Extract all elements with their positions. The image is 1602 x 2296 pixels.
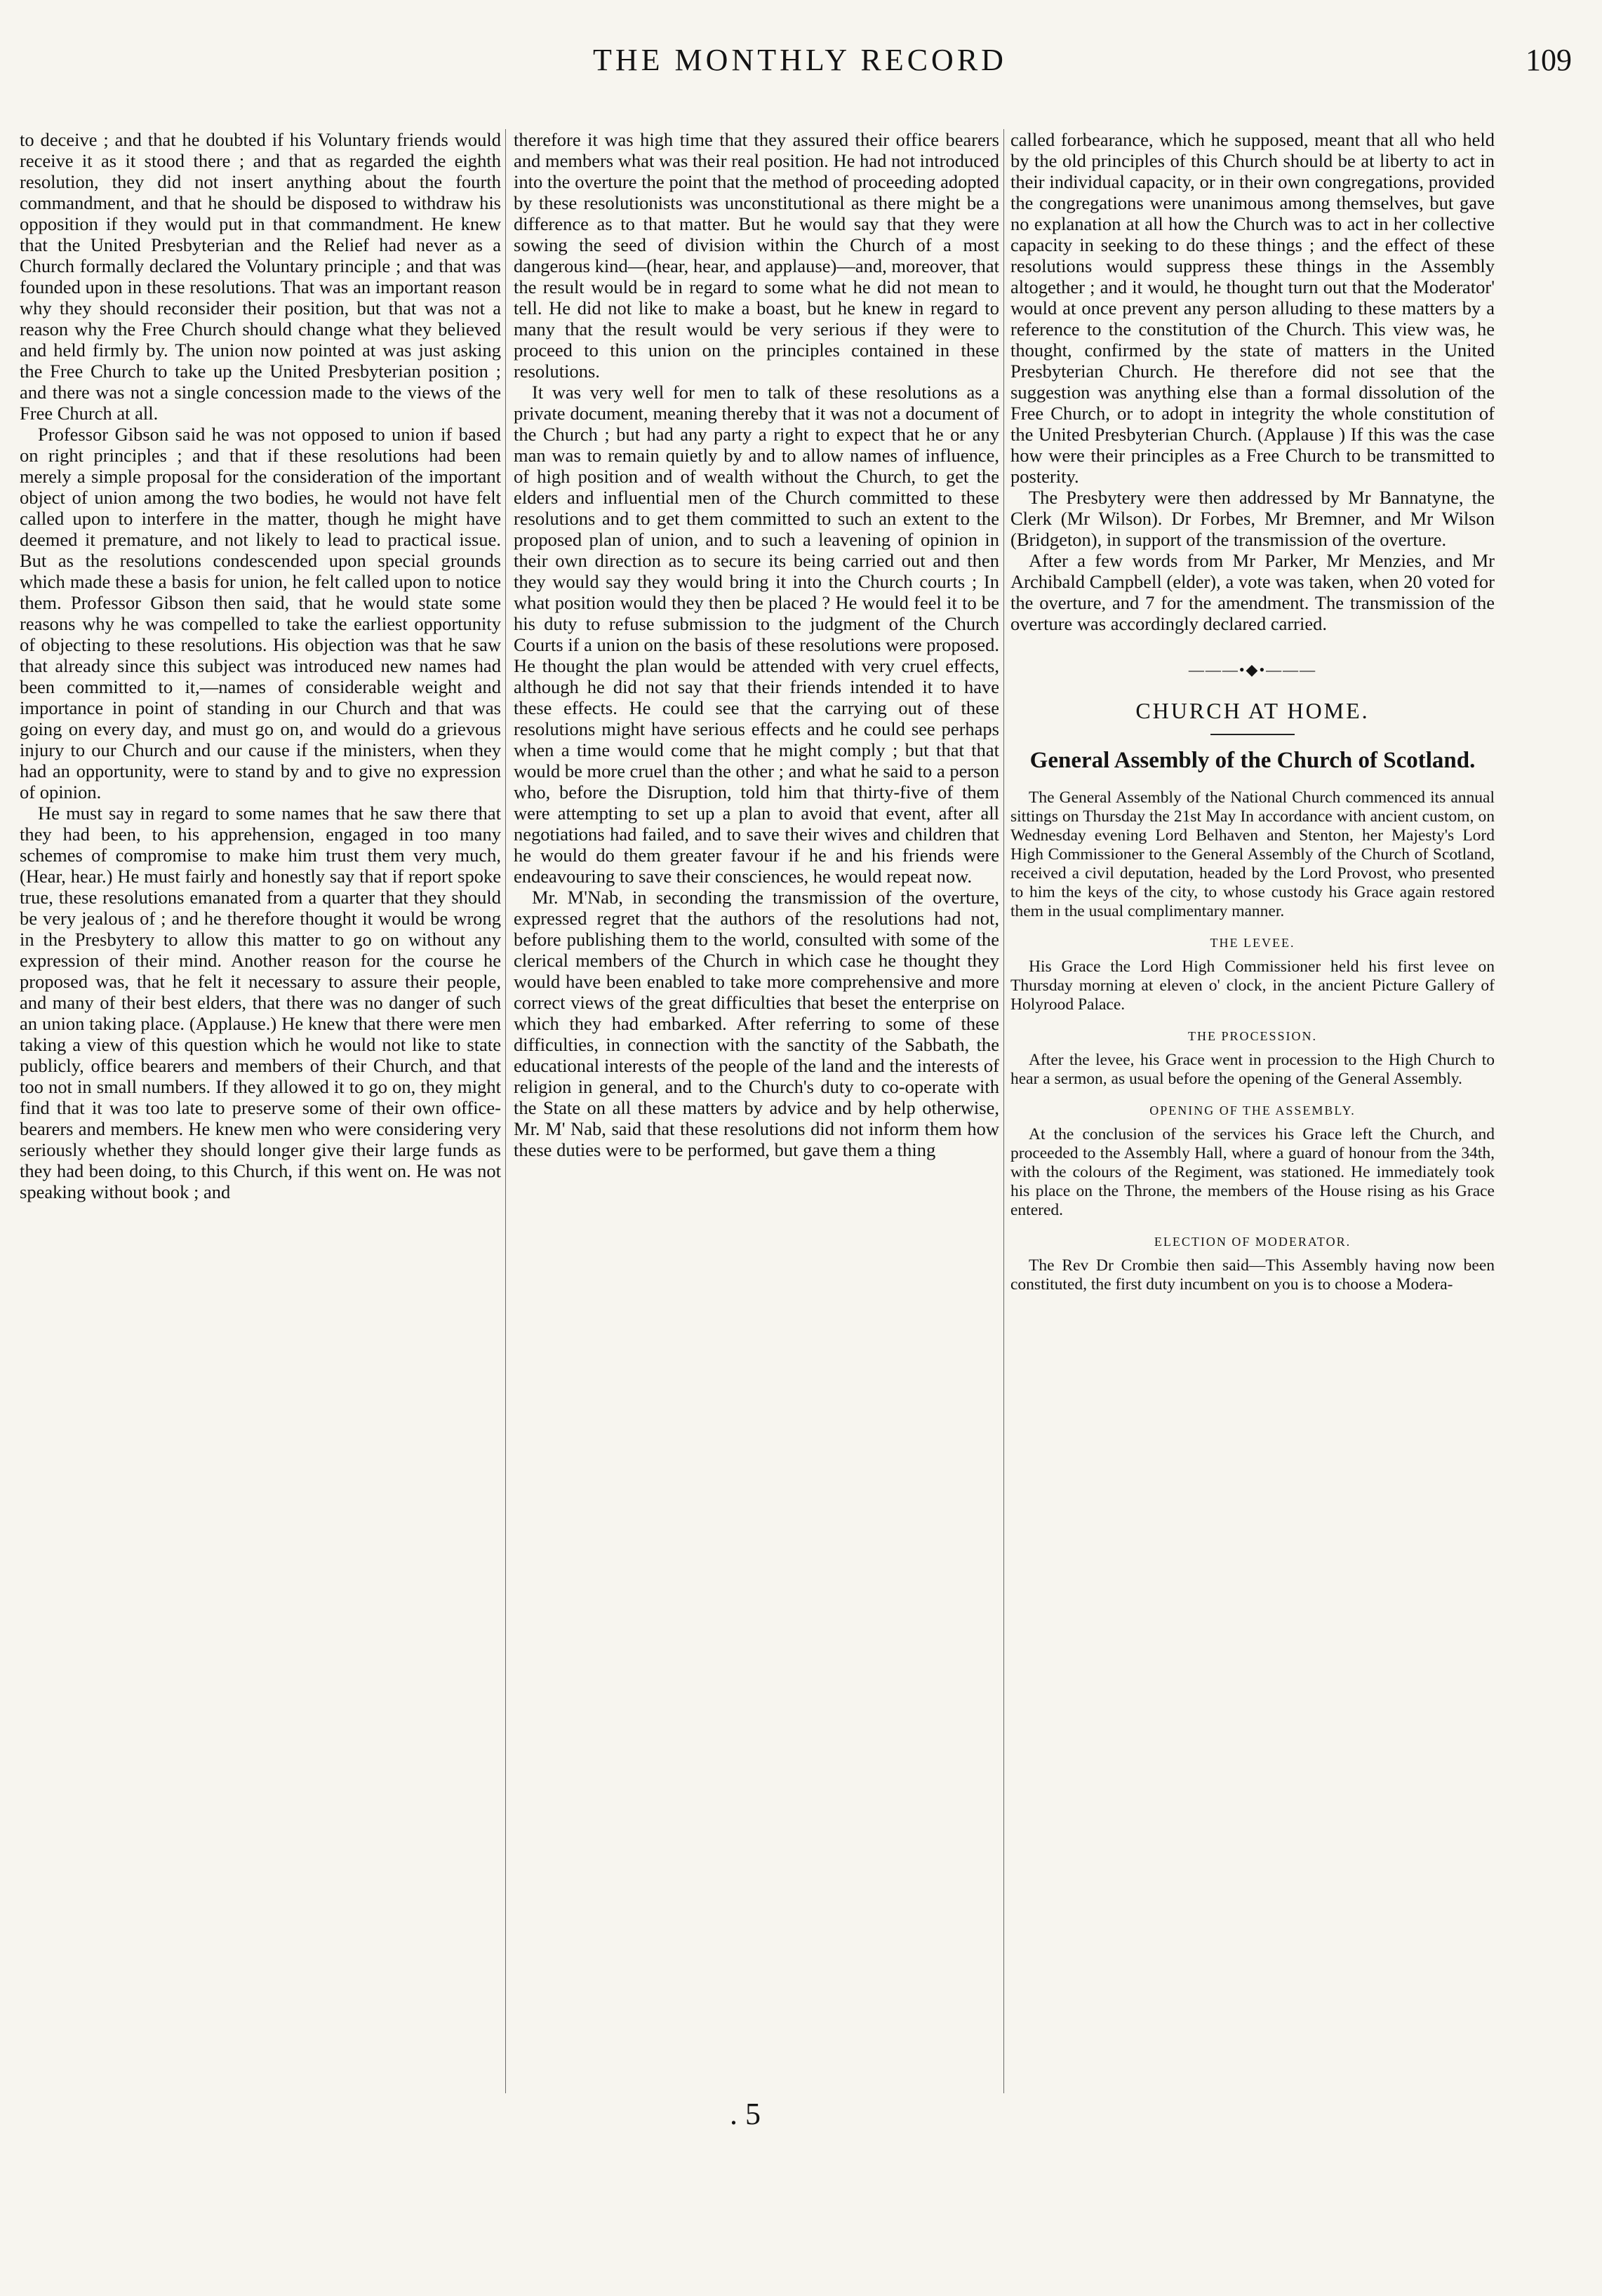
paragraph: to deceive ; and that he doubted if his Voluntary friends would receive it as it stood there ; and that as regarded the eighth resolution, they did not insert anything about the fourth commandment, and that he should be disposed to withdraw his opposition if they would put in that commandment. He knew that the United Presbyterian and the Relief had never as a Church formally declared the Voluntary principle ; and that was founded upon in these resolutions. That was an important reason why they should reconsider their position, but that was not a reason why the Free Church should change what they believed and held firmly by. The union now pointed at was just asking the Free Church to take up the United Presbyterian position ; and there was not a single concession made to the views of the Free Church at all. [20,129,501,424]
paragraph: called forbearance, which he supposed, meant that all who held by the old principles of this Church should be at liberty to act in their individual capacity, or in their own congregations, provided the congregations were unanimous among themselves, but gave no explanation at all how the Church was to act in her collective capacity in seeking to do these things ; and the effect of these resolutions would suppress these things in the Assembly altogether ; and it would, he thought turn out that the Moderator' would at once prevent any person alluding to these matters by a reference to the constitution of the Church. This view was, he thought, confirmed by the state of matters in the United Presbyterian Church. He therefore did not see that the suggestion was anything else than a formal dissolution of the Free Church, or to adopt in integrity the whole constitution of the United Presbyterian Church. (Applause ) If this was the case how were their principles as a Free Church to be transmitted to posterity. [1010,129,1495,487]
column-1 [20,129,501,2093]
subheading: OPENING OF THE ASSEMBLY. [1149,1103,1356,1117]
subheading: THE PROCESSION. [1187,1029,1318,1043]
paragraph: After the levee, his Grace went in procession to the High Church to hear a sermon, as usual before the opening of the General Assembly. [1010,1051,1495,1088]
ornamental-rule: ———•◆•——— [1188,661,1317,678]
paragraph: It was very well for men to talk of these resolutions as a private document, meaning thereby that it was not a document of the Church ; but had any party a right to expect that he or any man was to remain quietly by and to allow names of influence, of high position and of wealth without the Church, to get the elders and influential men of the Church committed to these resolutions and to get them committed to such an extent to the proposed plan of union, and to such a leavening of opinion in their own direction as to secure its being carried out and then they would say they would bring it into the Church courts ; In what position would they then be placed ? He would feel it to be his duty to refuse submission to the judgment of the Church Courts if a union on the basis of these resolutions were proposed. He thought the plan would be attended with very cruel effects, although he did not say that their friends intended it to have these effects. He could see that the carrying out of these resolutions might have serious effects and he could see perhaps when a time would come that he might comply ; but that that would be more cruel than the other ; and what he said to a person who, before the Disruption, told him that thirty-five of them were attempting to set up a plan to avoid that event, after all negotiations had failed, and to save their wives and children that he would do them greater favour if he and his friends were endeavouring to save their consciences, he would repeat now. [514,382,999,887]
paragraph: He must say in regard to some names that he saw there that they had been, to his apprehension, engaged in too many schemes of compromise to make him trust them very much, (Hear, hear.) He must fairly and honestly say that if report spoke true, these resolutions emanated from a quarter that they should be very jealous of ; and he therefore thought it would be wrong in the Presbytery to allow this matter to go on without any expression of their mind. Another reason for the course he proposed was, that he felt it necessary to assure their people, and many of their best elders, that there was no danger of such an union taking place. (Applause.) He knew that there were men taking a view of this question which he would not like to state publicly, office bearers and members of their Church, and that too not in small numbers. If they allowed it to go on, they might find that it was too late to preserve some of their own office-bearers and members. He knew men who were considering very seriously whether they should longer give their large funds as they had been doing, to this Church, if this went on. He was not speaking without book ; and [20,803,501,1202]
running-title: THE MONTHLY RECORD [593,43,1007,77]
page-header [28,42,1572,84]
paragraph: Professor Gibson said he was not opposed to union if based on right principles ; and that if these resolutions had been merely a simple proposal for the consideration of the important object of union among the two bodies, he would not have felt called upon to interfere in the matter, though he might have deemed it premature, and not likely to lead to practical issue. But as the resolutions condescended upon special grounds which made these a basis for union, he felt called upon to notice them. Professor Gibson then said, that he would state some reasons why he was compelled to take the earliest opportunity of objecting to these resolutions. His objection was that he saw that already since this subject was introduced new names had been committed to it,—names of considerable weight and importance in point of standing in our Church and that was going on every day, and must go on, and would do a grievous injury to our Church and our cause if the ministers, when they had an opportunity, were to stand by and to give no expression of opinion. [20,424,501,803]
paragraph: The General Assembly of the National Church commenced its annual sittings on Thursday the 21st May In accordance with ancient custom, on Wednesday evening Lord Belhaven and Stenton, her Majesty's Lord High Commissioner to the General Assembly of the Church of Scotland, received a civil deputation, headed by the Lord Provost, who presented to him the keys of the city, to whose custody his Grace again restored them in the usual complimentary manner. [1010,788,1495,920]
heading-rule [1210,734,1295,735]
page-number: 109 [1526,43,1572,77]
paragraph: Mr. M'Nab, in seconding the transmission of the overture, expressed regret that the authors of the resolutions had not, before publishing them to the world, consulted with some of the clerical members of the Church in which case he thought they would have been enabled to take more comprehensive and more correct views of the great difficulties that beset the enterprise on which they had embarked. After referring to some of these difficulties, in connection with the sanctity of the Sabbath, the educational interests of the people of the land and the interests of religion in general, and to the Church's duty to co-operate with the State on all these matters by advice and by help otherwise, Mr. M' Nab, said that these resolutions did not inform them how these duties were to be performed, but gave them a thing [514,887,999,1160]
column-3 [1010,129,1495,2093]
paragraph: His Grace the Lord High Commissioner held his first levee on Thursday morning at eleven o' clock, in the ancient Picture Gallery of Holyrood Palace. [1010,958,1495,1014]
paragraph: The Rev Dr Crombie then said—This Assembly having now been constituted, the first duty incumbent on you is to choose a Modera- [1010,1256,1495,1294]
column-2 [514,129,999,2093]
signature-mark: . 5 [730,2097,761,2131]
article-title: General Assembly of the Church of Scotland. [1029,748,1476,773]
subheading: THE LEVEE. [1210,936,1295,950]
section-heading: CHURCH AT HOME. [1135,698,1370,723]
paragraph: The Presbytery were then addressed by Mr Bannatyne, the Clerk (Mr Wilson). Dr Forbes, Mr Bremner, and Mr Wilson (Bridgeton), in support of the transmission of the overture. [1010,487,1495,550]
paragraph: After a few words from Mr Parker, Mr Menzies, and Mr Archibald Campbell (elder), a vote was taken, when 20 voted for the overture, and 7 for the amendment. The transmission of the overture was accordingly declared carried. [1010,550,1495,634]
paragraph: At the conclusion of the services his Grace left the Church, and proceeded to the Assembly Hall, where a guard of honour from the 34th, with the colours of the Regiment, was stationed. He immediately took his place on the Throne, the members of the House rising as his Grace entered. [1010,1125,1495,1219]
column-divider [1003,129,1004,2093]
subheading: ELECTION OF MODERATOR. [1154,1235,1351,1249]
paragraph: therefore it was high time that they assured their office bearers and members what was their real position. He had not introduced into the overture the point that the method of proceeding adopted by these resolutionists was unconstitutional as there might be a difference as to that matter. But he would say that they were sowing the seed of division within the Church of a most dangerous kind—(hear, hear, and applause)—and, moreover, that the result would be in regard to some what he did not mean to tell. He did not like to make a boast, but he knew in regard to many that the result would be very serious if they were to proceed to this union on the principles contained in these resolutions. [514,129,999,382]
column-divider [505,129,506,2093]
